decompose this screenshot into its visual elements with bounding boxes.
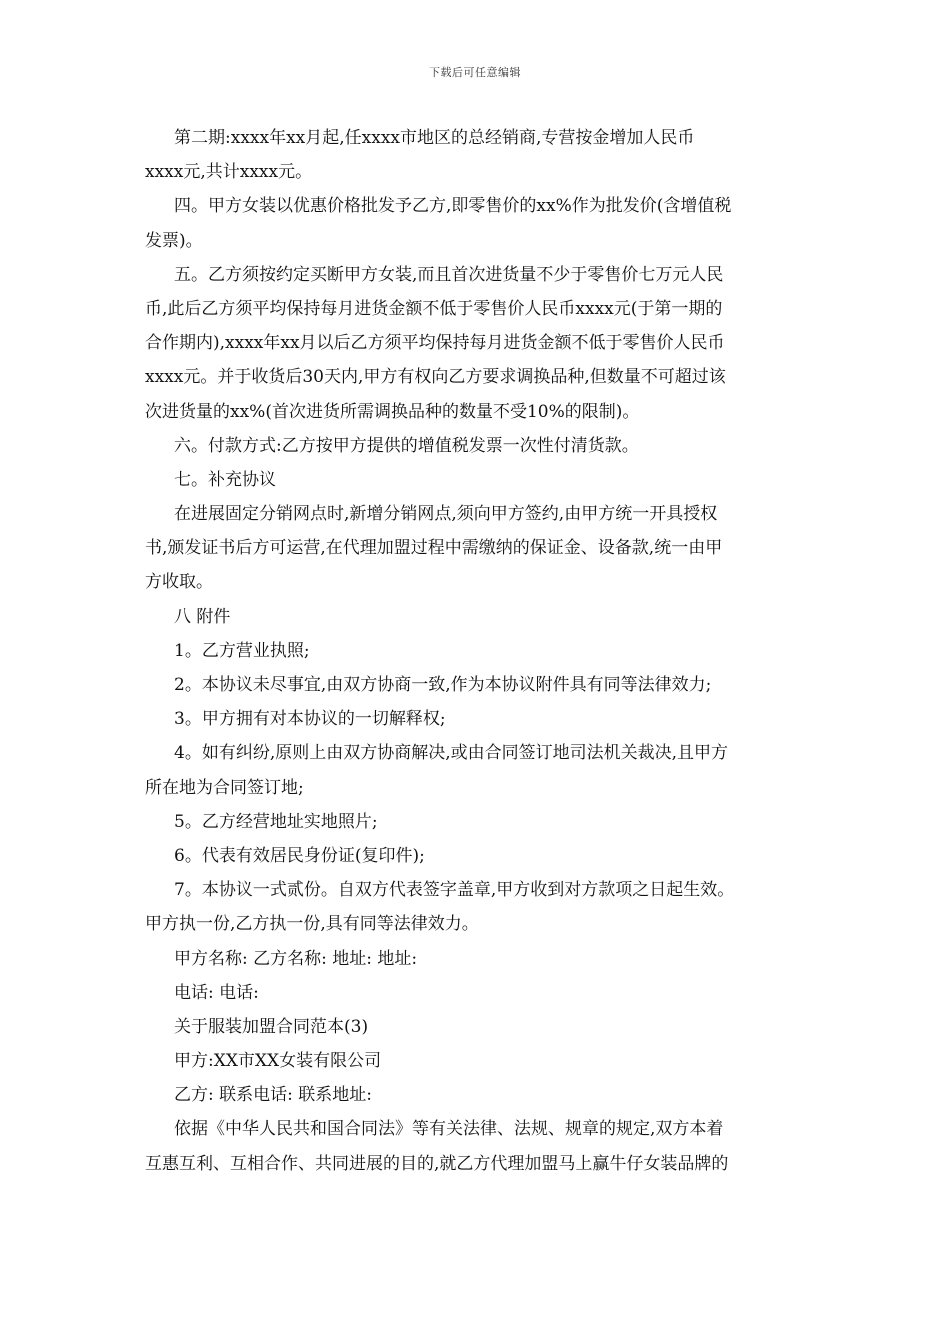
text-line: 次进货量的xx%(首次进货所需调换品种的数量不受10%的限制)。: [145, 401, 640, 422]
text-line: 电话: 电话:: [174, 982, 259, 1003]
text-line: 在进展固定分销网点时,新增分销网点,须向甲方签约,由甲方统一开具授权: [174, 504, 718, 525]
text-line: 依据《中华人民共和国合同法》等有关法律、法规、规章的规定,双方本着: [174, 1119, 724, 1140]
text-line: 合作期内),xxxx年xx月以后乙方须平均保持每月进货金额不低于零售价人民币: [145, 333, 725, 354]
document-body: [145, 121, 809, 1181]
text-line: 3。甲方拥有对本协议的一切解释权;: [174, 709, 446, 730]
text-line: 关于服装加盟合同范本(3): [174, 1016, 369, 1037]
text-line: 5。乙方经营地址实地照片;: [174, 811, 378, 832]
text-line: 所在地为合同签订地;: [145, 777, 304, 798]
text-line: 五。乙方须按约定买断甲方女装,而且首次进货量不少于零售价七万元人民: [174, 264, 724, 285]
text-line: 1。乙方营业执照;: [174, 640, 310, 661]
text-line: 书,颁发证书后方可运营,在代理加盟过程中需缴纳的保证金、设备款,统一由甲: [145, 538, 723, 559]
text-line: 2。本协议未尽事宜,由双方协商一致,作为本协议附件具有同等法律效力;: [174, 675, 712, 695]
page-header-note: 下载后可任意编辑: [429, 66, 521, 79]
text-line: 甲方:XX市XX女装有限公司: [174, 1051, 382, 1072]
text-line: 方收取。: [145, 572, 213, 593]
text-line: 7。本协议一式贰份。自双方代表签字盖章,甲方收到对方款项之日起生效。: [174, 880, 735, 901]
text-line: 发票)。: [145, 230, 203, 251]
text-line: 互惠互利、互相合作、共同进展的目的,就乙方代理加盟马上赢牛仔女装品牌的: [145, 1153, 729, 1174]
text-line: 4。如有纠纷,原则上由双方协商解决,或由合同签订地司法机关裁决,且甲方: [174, 743, 729, 764]
text-line: 六。付款方式:乙方按甲方提供的增值税发票一次性付清货款。: [174, 435, 639, 456]
text-line: 甲方执一份,乙方执一份,具有同等法律效力。: [145, 914, 479, 935]
text-line: 币,此后乙方须平均保持每月进货金额不低于零售价人民币xxxx元(于第一期的: [145, 298, 723, 319]
text-line: 6。代表有效居民身份证(复印件);: [174, 845, 425, 866]
text-line: 八 附件: [174, 606, 231, 627]
text-line: 四。甲方女装以优惠价格批发予乙方,即零售价的xx%作为批发价(含增值税: [174, 196, 732, 217]
text-line: xxxx元,共计xxxx元。: [145, 162, 313, 183]
text-line: 乙方: 联系电话: 联系地址:: [174, 1085, 372, 1106]
text-line: xxxx元。并于收货后30天内,甲方有权向乙方要求调换品种,但数量不可超过该: [145, 367, 726, 388]
text-line: 甲方名称: 乙方名称: 地址: 地址:: [174, 948, 418, 969]
text-line: 第二期:xxxx年xx月起,任xxxx市地区的总经销商,专营按金增加人民币: [174, 128, 695, 148]
text-line: 七。补充协议: [174, 469, 276, 490]
